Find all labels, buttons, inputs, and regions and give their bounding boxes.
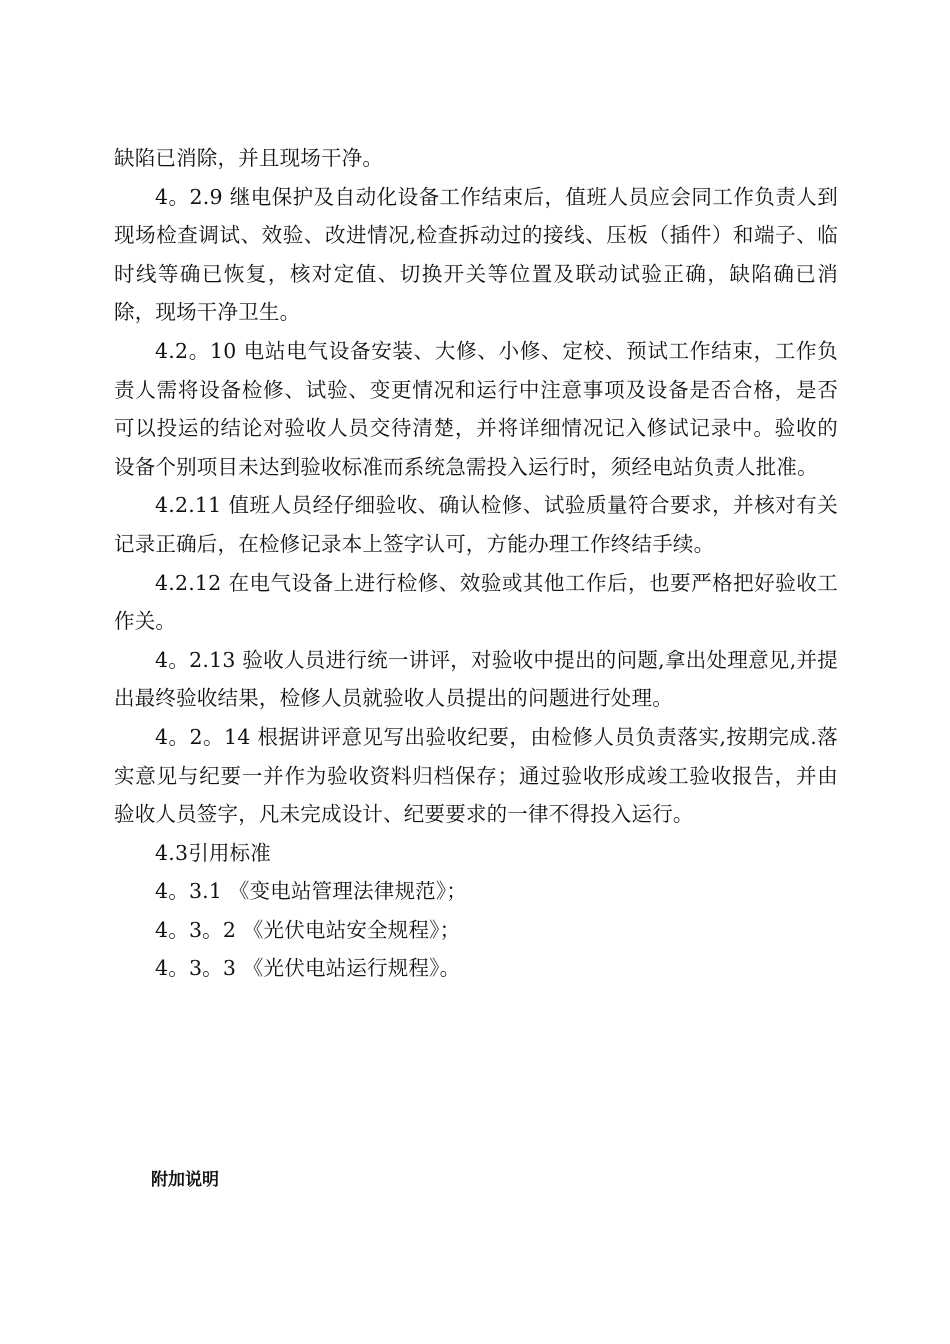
reference-item-4-3-2: 4。3。2 《光伏电站安全规程》； (155, 917, 461, 942)
paragraph-4-2-11: 4.2.11 值班人员经仔细验收、确认检修、试验质量符合要求，并核对有关记录正确后，在检修记录本上签字认可，方能办理工作终结手续。 (114, 493, 838, 556)
paragraph-4-2-13: 4。2.13 验收人员进行统一讲评，对验收中提出的问题,拿出处理意见,并提出最终验收结果，检修人员就验收人员提出的问题进行处理。 (114, 647, 838, 711)
paragraph-4-2-9: 4。2.9 继电保护及自动化设备工作结束后，值班人员应会同工作负责人到现场检查调试、效验、改进情况,检查拆动过的接线、压板（插件）和端子、临时线等确已恢复，核对定值、切换开关等位置及联动试验正确，缺陷确已消除，现场干净卫生。 (114, 184, 838, 325)
paragraph-4-2-14: 4。2。14 根据讲评意见写出验收纪要，由检修人员负责落实,按期完成.落实意见与纪要一并作为验收资料归档保存；通过验收形成竣工验收报告，并由验收人员签字，凡未完成设计、纪要要求的一律不得投入运行。 (114, 724, 838, 827)
document-body (114, 139, 838, 988)
paragraph-continuation: 缺陷已消除，并且现场干净。 (114, 146, 384, 170)
paragraph-4-2-10: 4.2。10 电站电气设备安装、大修、小修、定校、预试工作结束，工作负责人需将设备检修、试验、变更情况和运行中注意事项及设备是否合格，是否可以投运的结论对验收人员交待清楚，并将详细情况记入修试记录中。验收的设备个别项目未达到验收标准而系统急需投入运行时，须经电站负责人批准。 (114, 338, 838, 479)
reference-item-4-3-1: 4。3.1 《变电站管理法律规范》； (155, 879, 468, 904)
section-heading-4-3: 4.3引用标准 (155, 840, 272, 865)
reference-item-4-3-3: 4。3。3 《光伏电站运行规程》。 (155, 956, 461, 981)
paragraph-4-2-12: 4.2.12 在电气设备上进行检修、效验或其他工作后，也要严格把好验收工作关。 (114, 570, 838, 634)
note-heading: 附加说明 (151, 1170, 219, 1190)
